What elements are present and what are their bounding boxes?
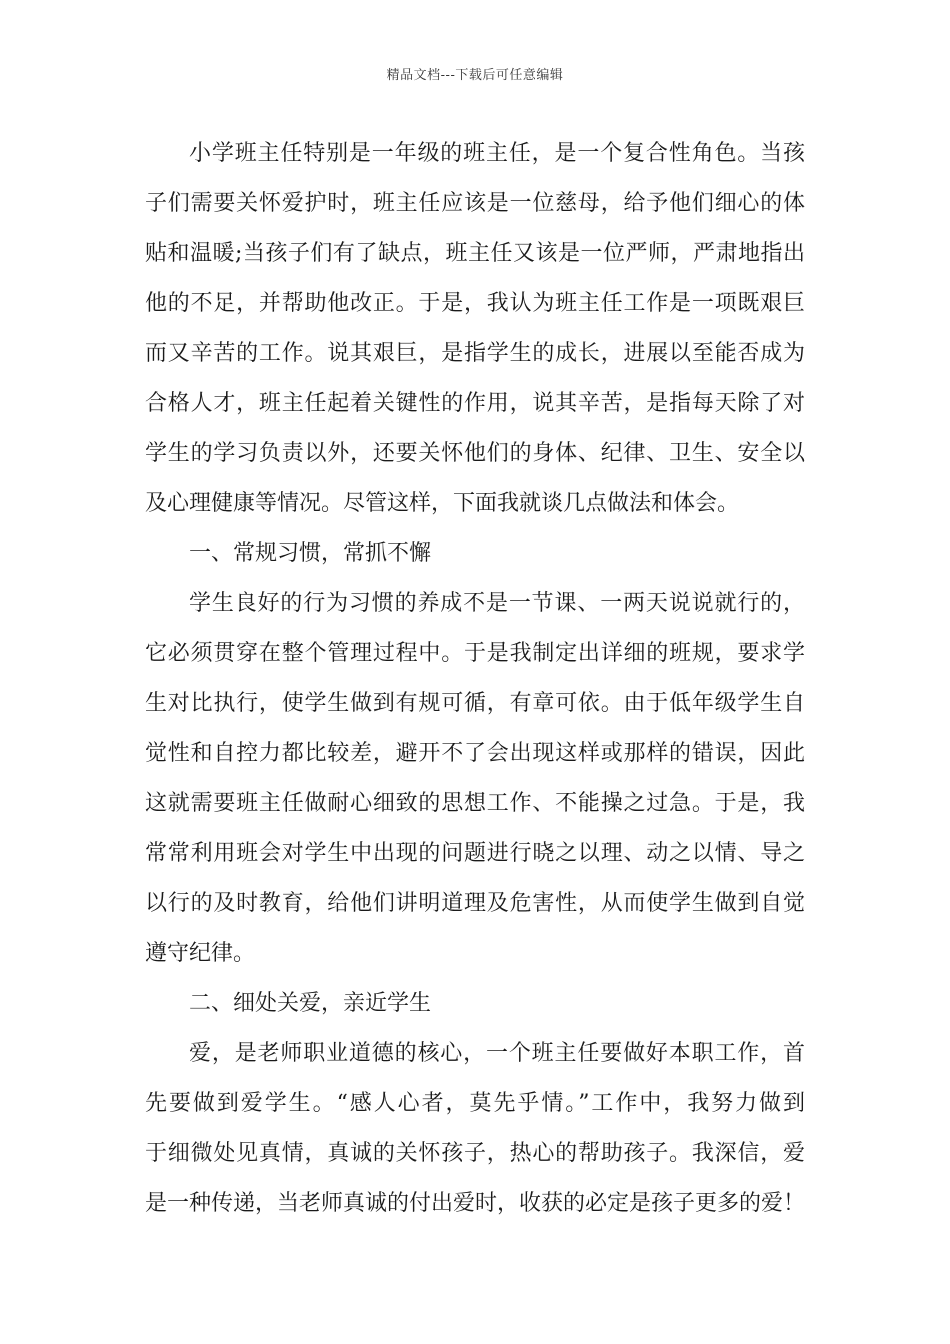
document-body [145, 129, 805, 1229]
text-line: 先要做到爱学生。“感人心者，莫先乎情。”工作中，我努力做到 [145, 1091, 805, 1116]
text-line: 爱，是老师职业道德的核心，一个班主任要做好本职工作，首 [189, 1041, 805, 1066]
text-line: 于细微处见真情，真诚的关怀孩子，热心的帮助孩子。我深信，爱 [145, 1141, 805, 1166]
text-line: 子们需要关怀爱护时，班主任应该是一位慈母，给予他们细心的体 [145, 191, 805, 216]
text-line: 这就需要班主任做耐心细致的思想工作、不能操之过急。于是，我 [145, 791, 805, 816]
text-line: 贴和温暖;当孩子们有了缺点，班主任又该是一位严师，严肃地指出 [145, 241, 805, 266]
text-line: 它必须贯穿在整个管理过程中。于是我制定出详细的班规，要求学 [145, 641, 805, 666]
text-line: 以行的及时教育，给他们讲明道理及危害性，从而使学生做到自觉 [145, 891, 805, 916]
text-line: 觉性和自控力都比较差，避开不了会出现这样或那样的错误，因此 [145, 741, 805, 766]
page-header: 精品文档---下载后可任意编辑 [386, 68, 564, 83]
text-line: 二、细处关爱，亲近学生 [189, 991, 432, 1016]
text-line: 他的不足，并帮助他改正。于是，我认为班主任工作是一项既艰巨 [145, 291, 805, 316]
text-line: 是一种传递，当老师真诚的付出爱时，收获的必定是孩子更多的爱！ [145, 1191, 806, 1216]
text-line: 遵守纪律。 [145, 941, 256, 966]
text-line: 合格人才，班主任起着关键性的作用，说其辛苦，是指每天除了对 [145, 391, 805, 416]
text-line: 常常利用班会对学生中出现的问题进行晓之以理、动之以情、导之 [145, 841, 805, 866]
text-line: 及心理健康等情况。尽管这样，下面我就谈几点做法和体会。 [145, 491, 740, 516]
text-line: 而又辛苦的工作。说其艰巨，是指学生的成长，进展以至能否成为 [145, 341, 805, 366]
text-line: 生对比执行，使学生做到有规可循，有章可依。由于低年级学生自 [145, 691, 805, 716]
text-line: 一、常规习惯，常抓不懈 [189, 541, 432, 566]
text-line: 小学班主任特别是一年级的班主任，是一个复合性角色。当孩 [189, 141, 805, 166]
text-line: 学生的学习负责以外，还要关怀他们的身体、纪律、卫生、安全以 [145, 441, 805, 466]
text-line: 学生良好的行为习惯的养成不是一节课、一两天说说就行的， [189, 591, 805, 616]
